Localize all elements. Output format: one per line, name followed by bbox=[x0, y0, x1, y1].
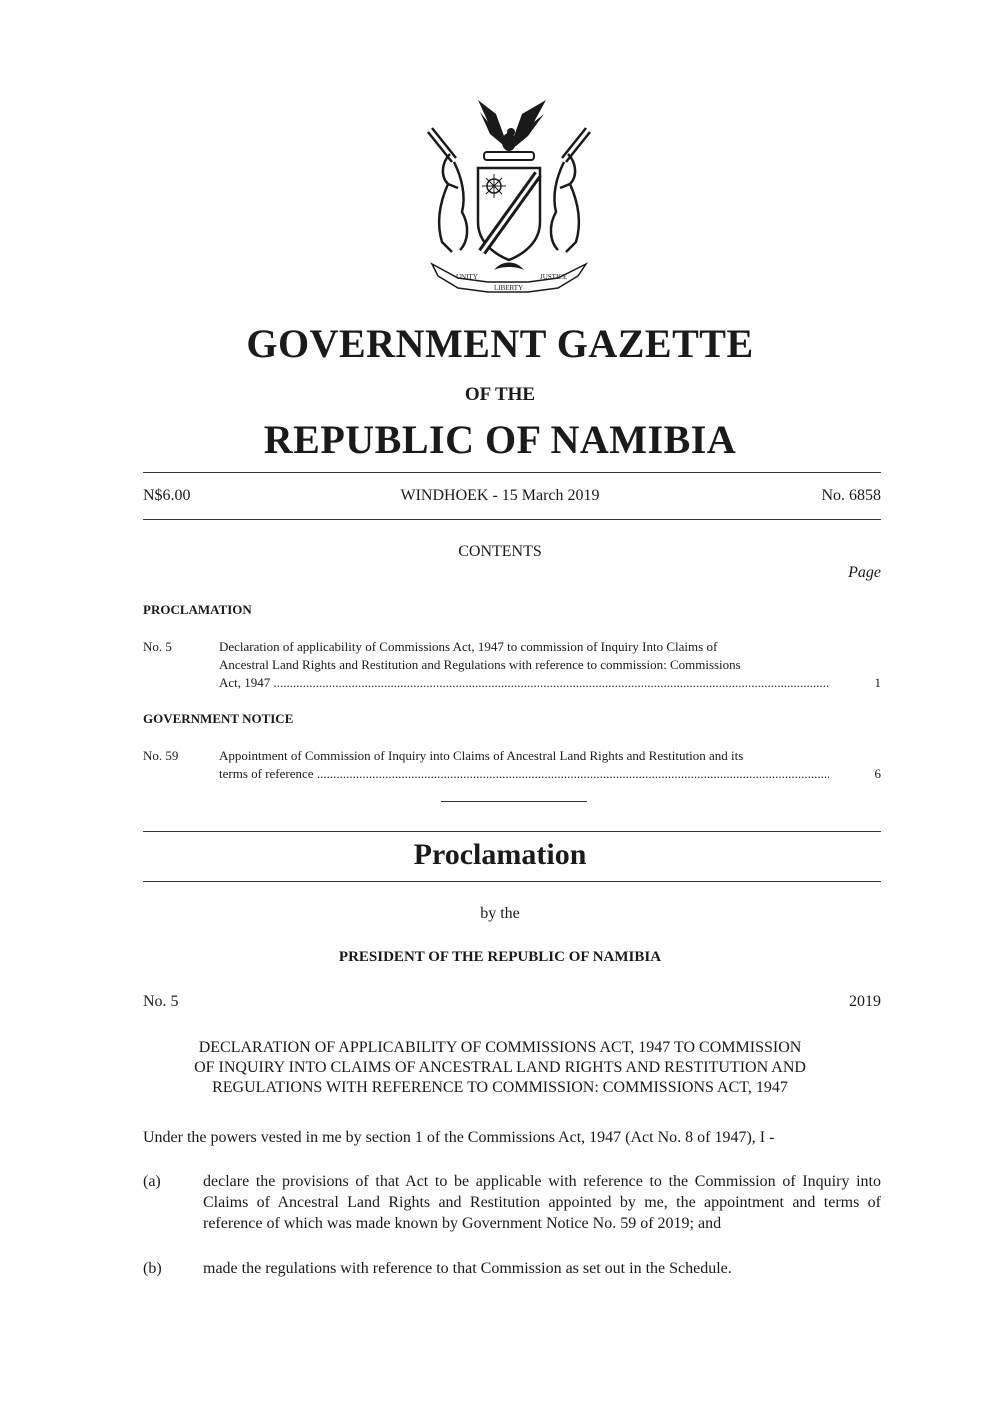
short-divider bbox=[441, 801, 587, 802]
contents-entry-page: 6 bbox=[874, 766, 881, 781]
divider bbox=[143, 881, 881, 882]
contents-entry-line: Act, 1947 bbox=[219, 675, 271, 690]
gazette-republic: REPUBLIC OF NAMIBIA bbox=[263, 417, 737, 462]
contents-entry-page: 1 bbox=[874, 675, 881, 690]
issue-price: N$6.00 bbox=[143, 487, 191, 504]
contents-entry-line: Appointment of Commission of Inquiry into Claims of Ancestral Land Rights and Restitution and its bbox=[219, 748, 744, 763]
item-label: (b) bbox=[143, 1260, 162, 1277]
proclamation-by-the: by the bbox=[480, 905, 520, 922]
divider bbox=[143, 831, 881, 832]
contents-entry-number: No. 59 bbox=[143, 748, 179, 763]
proclamation-intro: Under the powers vested in me by section 1 of the Commissions Act, 1947 (Act No. 8 of 1947), I - bbox=[143, 1129, 775, 1146]
proclamation-heading-line: OF INQUIRY INTO CLAIMS OF ANCESTRAL LAND RIGHTS AND RESTITUTION AND bbox=[194, 1059, 806, 1076]
contents-page-label: Page bbox=[848, 564, 881, 581]
shield-icon bbox=[478, 168, 540, 260]
issue-place-date: WINDHOEK - 15 March 2019 bbox=[400, 487, 600, 504]
svg-text:LIBERTY: LIBERTY bbox=[494, 284, 524, 292]
coat-of-arms-emblem bbox=[418, 92, 598, 302]
item-text: made the regulations with reference to that Commission as set out in the Schedule. bbox=[203, 1260, 732, 1277]
contents-entry-line: Ancestral Land Rights and Restitution and Regulations with reference to commission: Commissions bbox=[219, 657, 741, 672]
contents-entry-leader bbox=[219, 765, 829, 783]
proclamation-title: Proclamation bbox=[413, 838, 587, 871]
item-label: (a) bbox=[143, 1173, 161, 1190]
contents-entry-line: Declaration of applicability of Commissions Act, 1947 to commission of Inquiry Into Claims of bbox=[219, 639, 718, 654]
contents-entry-line: terms of reference bbox=[219, 766, 314, 781]
proclamation-issuer: PRESIDENT OF THE REPUBLIC OF NAMIBIA bbox=[338, 949, 662, 965]
oryx-left-icon bbox=[428, 128, 467, 252]
gazette-of-the: OF THE bbox=[464, 384, 536, 405]
contents-heading: CONTENTS bbox=[458, 543, 542, 560]
contents-entry-number: No. 5 bbox=[143, 639, 172, 654]
gazette-title: GOVERNMENT GAZETTE bbox=[246, 321, 754, 366]
proclamation-heading-line: REGULATIONS WITH REFERENCE TO COMMISSION: COMMISSIONS ACT, 1947 bbox=[212, 1079, 788, 1096]
eagle-icon bbox=[478, 100, 546, 151]
proclamation-number: No. 5 bbox=[143, 993, 179, 1010]
contents-section-heading: PROCLAMATION bbox=[143, 602, 252, 617]
proclamation-year: 2019 bbox=[849, 993, 881, 1010]
svg-text:JUSTICE: JUSTICE bbox=[540, 273, 568, 281]
contents-entry-leader bbox=[219, 674, 829, 692]
oryx-right-icon bbox=[551, 128, 590, 252]
divider bbox=[143, 519, 881, 520]
item-text: declare the provisions of that Act to be applicable with reference to the Commission of Inquiry into Claims of Ancestral Land Rights and Restitution appointed by me, the appointment and terms of reference of which was made known by Government Notice No. 59 of 2019; and bbox=[203, 1173, 881, 1232]
proclamation-heading-line: DECLARATION OF APPLICABILITY OF COMMISSIONS ACT, 1947 TO COMMISSION bbox=[198, 1039, 802, 1056]
svg-text:UNITY: UNITY bbox=[456, 273, 478, 281]
divider bbox=[143, 472, 881, 473]
contents-section-heading: GOVERNMENT NOTICE bbox=[143, 711, 294, 726]
issue-number: No. 6858 bbox=[821, 487, 881, 504]
